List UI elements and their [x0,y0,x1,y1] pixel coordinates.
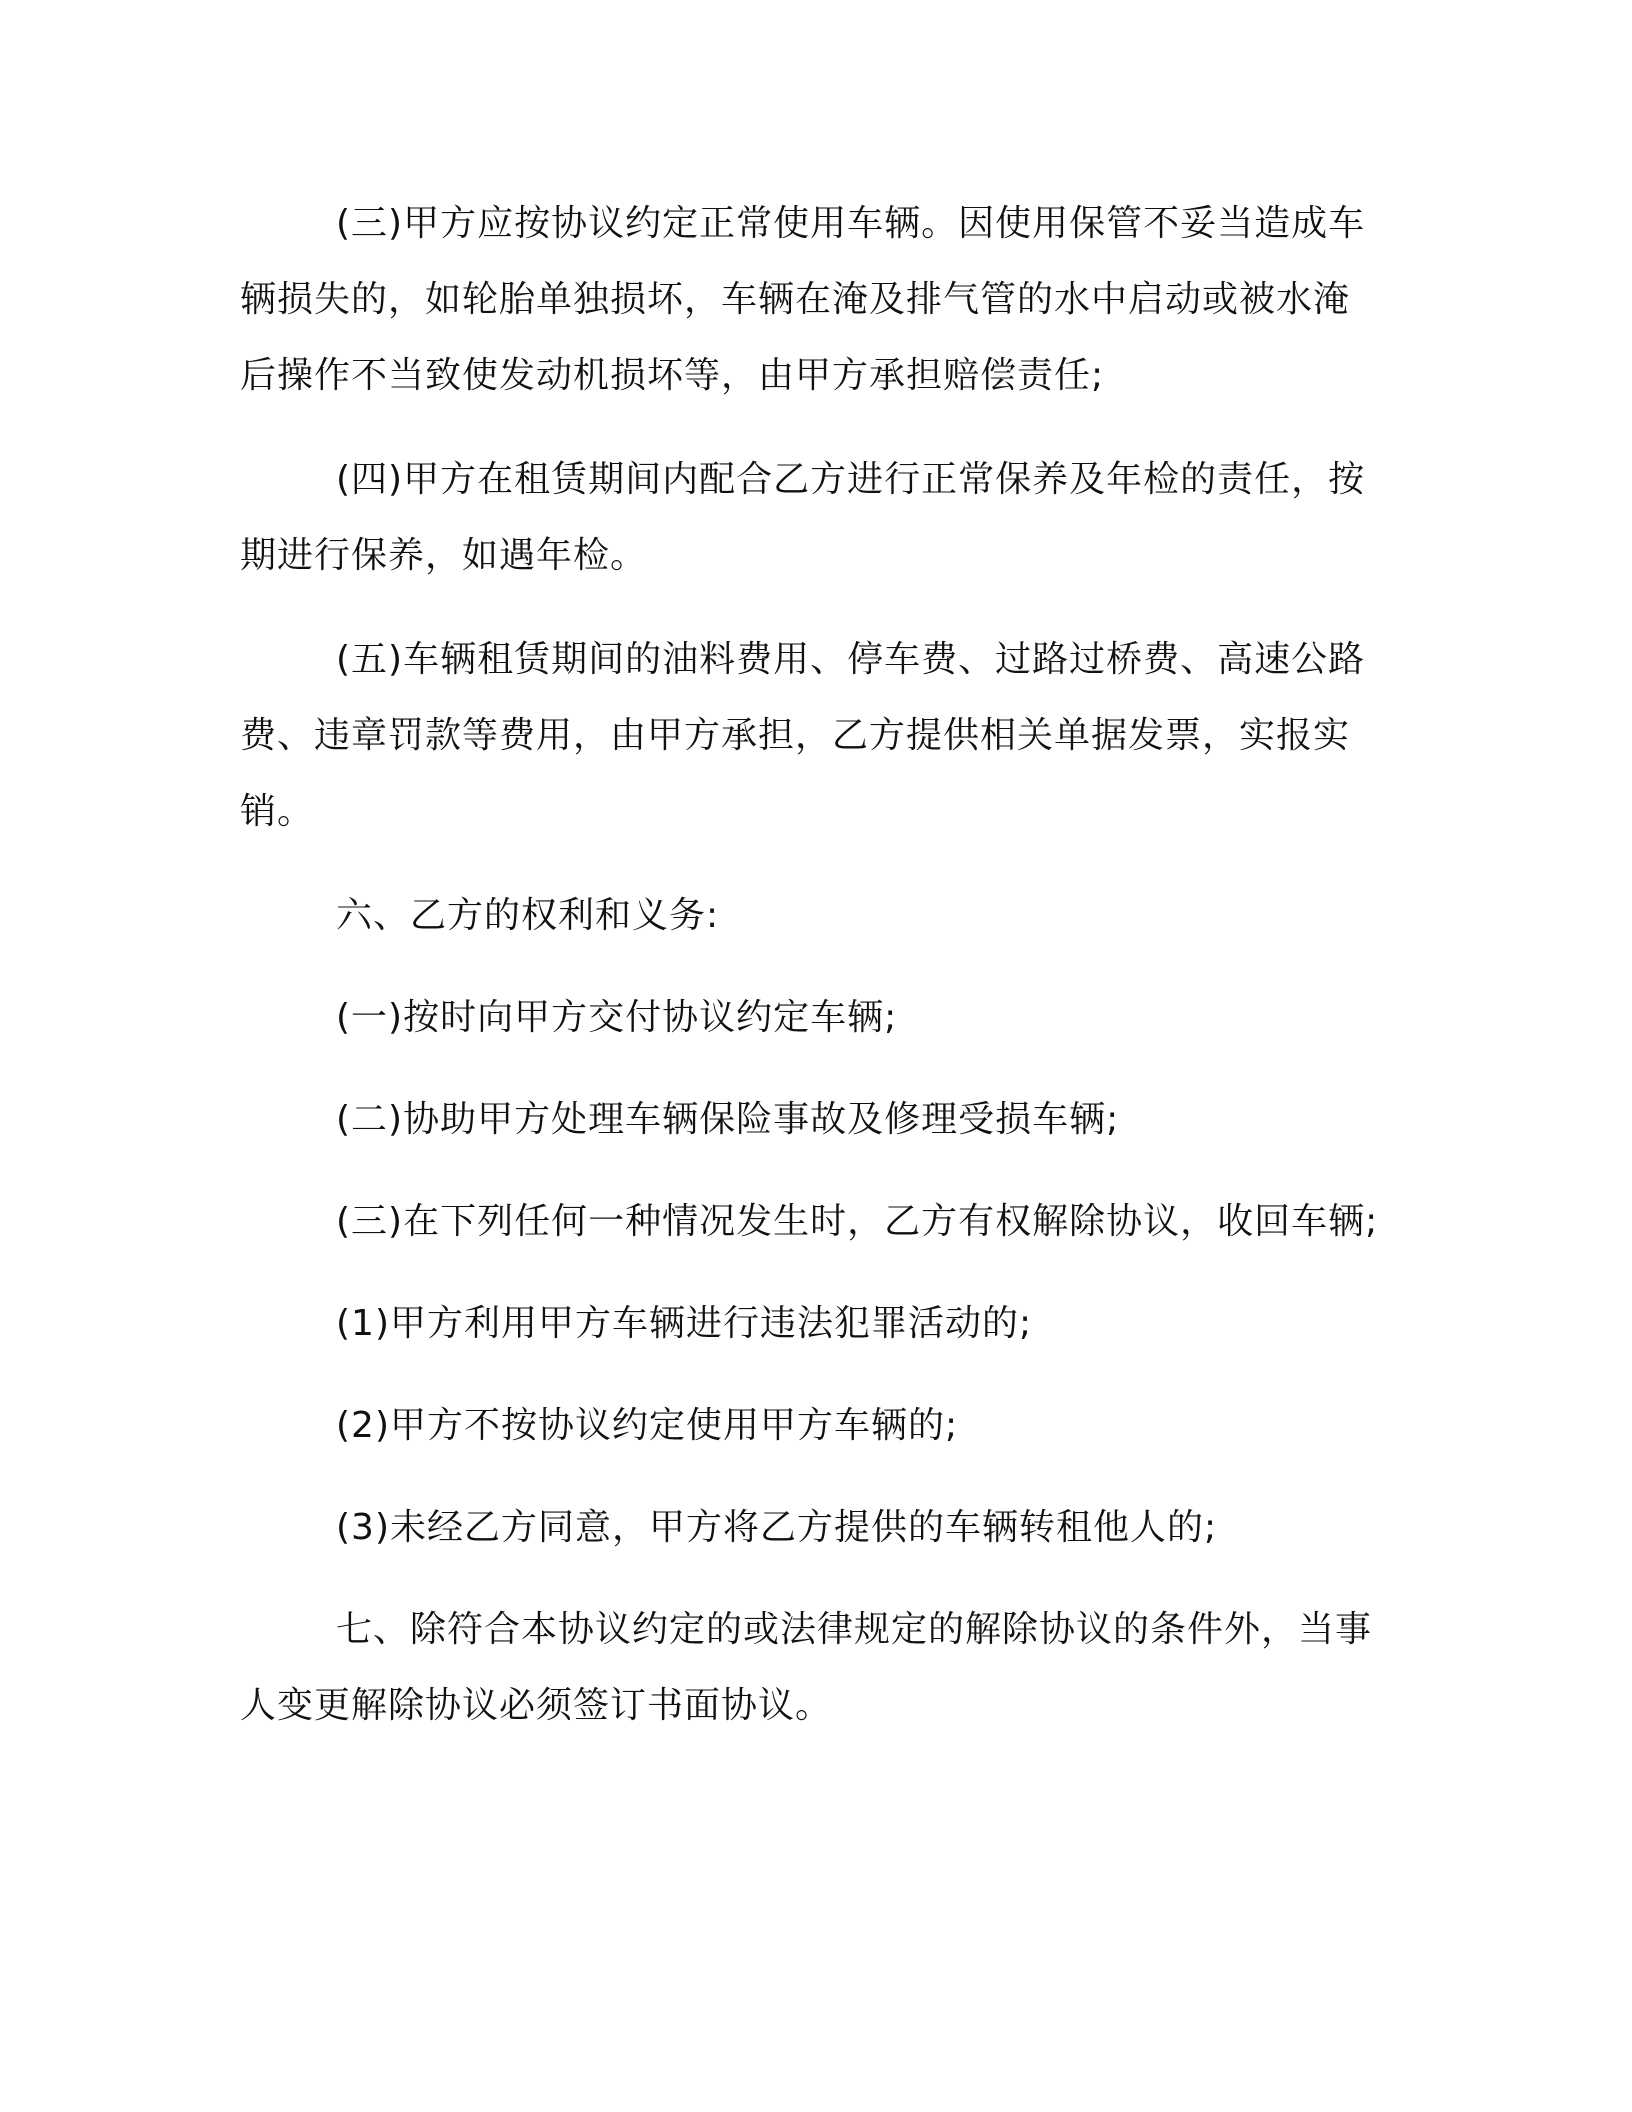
document-body [240,186,1386,1744]
paragraph-subclause-2-improper-use: (2)甲方不按协议约定使用甲方车辆的; [336,1405,959,1446]
paragraph-subclause-3-sublease: (3)未经乙方同意，甲方将乙方提供的车辆转租他人的; [336,1507,1218,1548]
paragraph-clause-1-delivery: (一)按时向甲方交付协议约定车辆; [336,997,898,1038]
paragraph-clause-3-proper-use: (三)甲方应按协议约定正常使用车辆。因使用保管不妥当造成车辆损失的，如轮胎单独损坏，车辆在淹及排气管的水中启动或被水淹后操作不当致使发动机损坏等，由甲方承担赔偿责任; [240,203,1366,396]
paragraph-clause-4-maintenance: (四)甲方在租赁期间内配合乙方进行正常保养及年检的责任，按期进行保养，如遇年检。 [240,459,1366,576]
section-paragraph-7-modification: 七、除符合本协议约定的或法律规定的解除协议的条件外，当事人变更解除协议必须签订书面协议。 [240,1609,1373,1726]
paragraph-clause-3-termination-right: (三)在下列任何一种情况发生时，乙方有权解除协议，收回车辆; [336,1201,1379,1242]
paragraph-clause-2-insurance-assist: (二)协助甲方处理车辆保险事故及修理受损车辆; [336,1099,1120,1140]
section-heading-party-b-rights: 六、乙方的权利和义务: [336,895,720,936]
paragraph-subclause-1-illegal-use: (1)甲方利用甲方车辆进行违法犯罪活动的; [336,1303,1033,1344]
paragraph-clause-5-expenses: (五)车辆租赁期间的油料费用、停车费、过路过桥费、高速公路费、违章罚款等费用，由甲方承担，乙方提供相关单据发票，实报实销。 [240,639,1366,832]
